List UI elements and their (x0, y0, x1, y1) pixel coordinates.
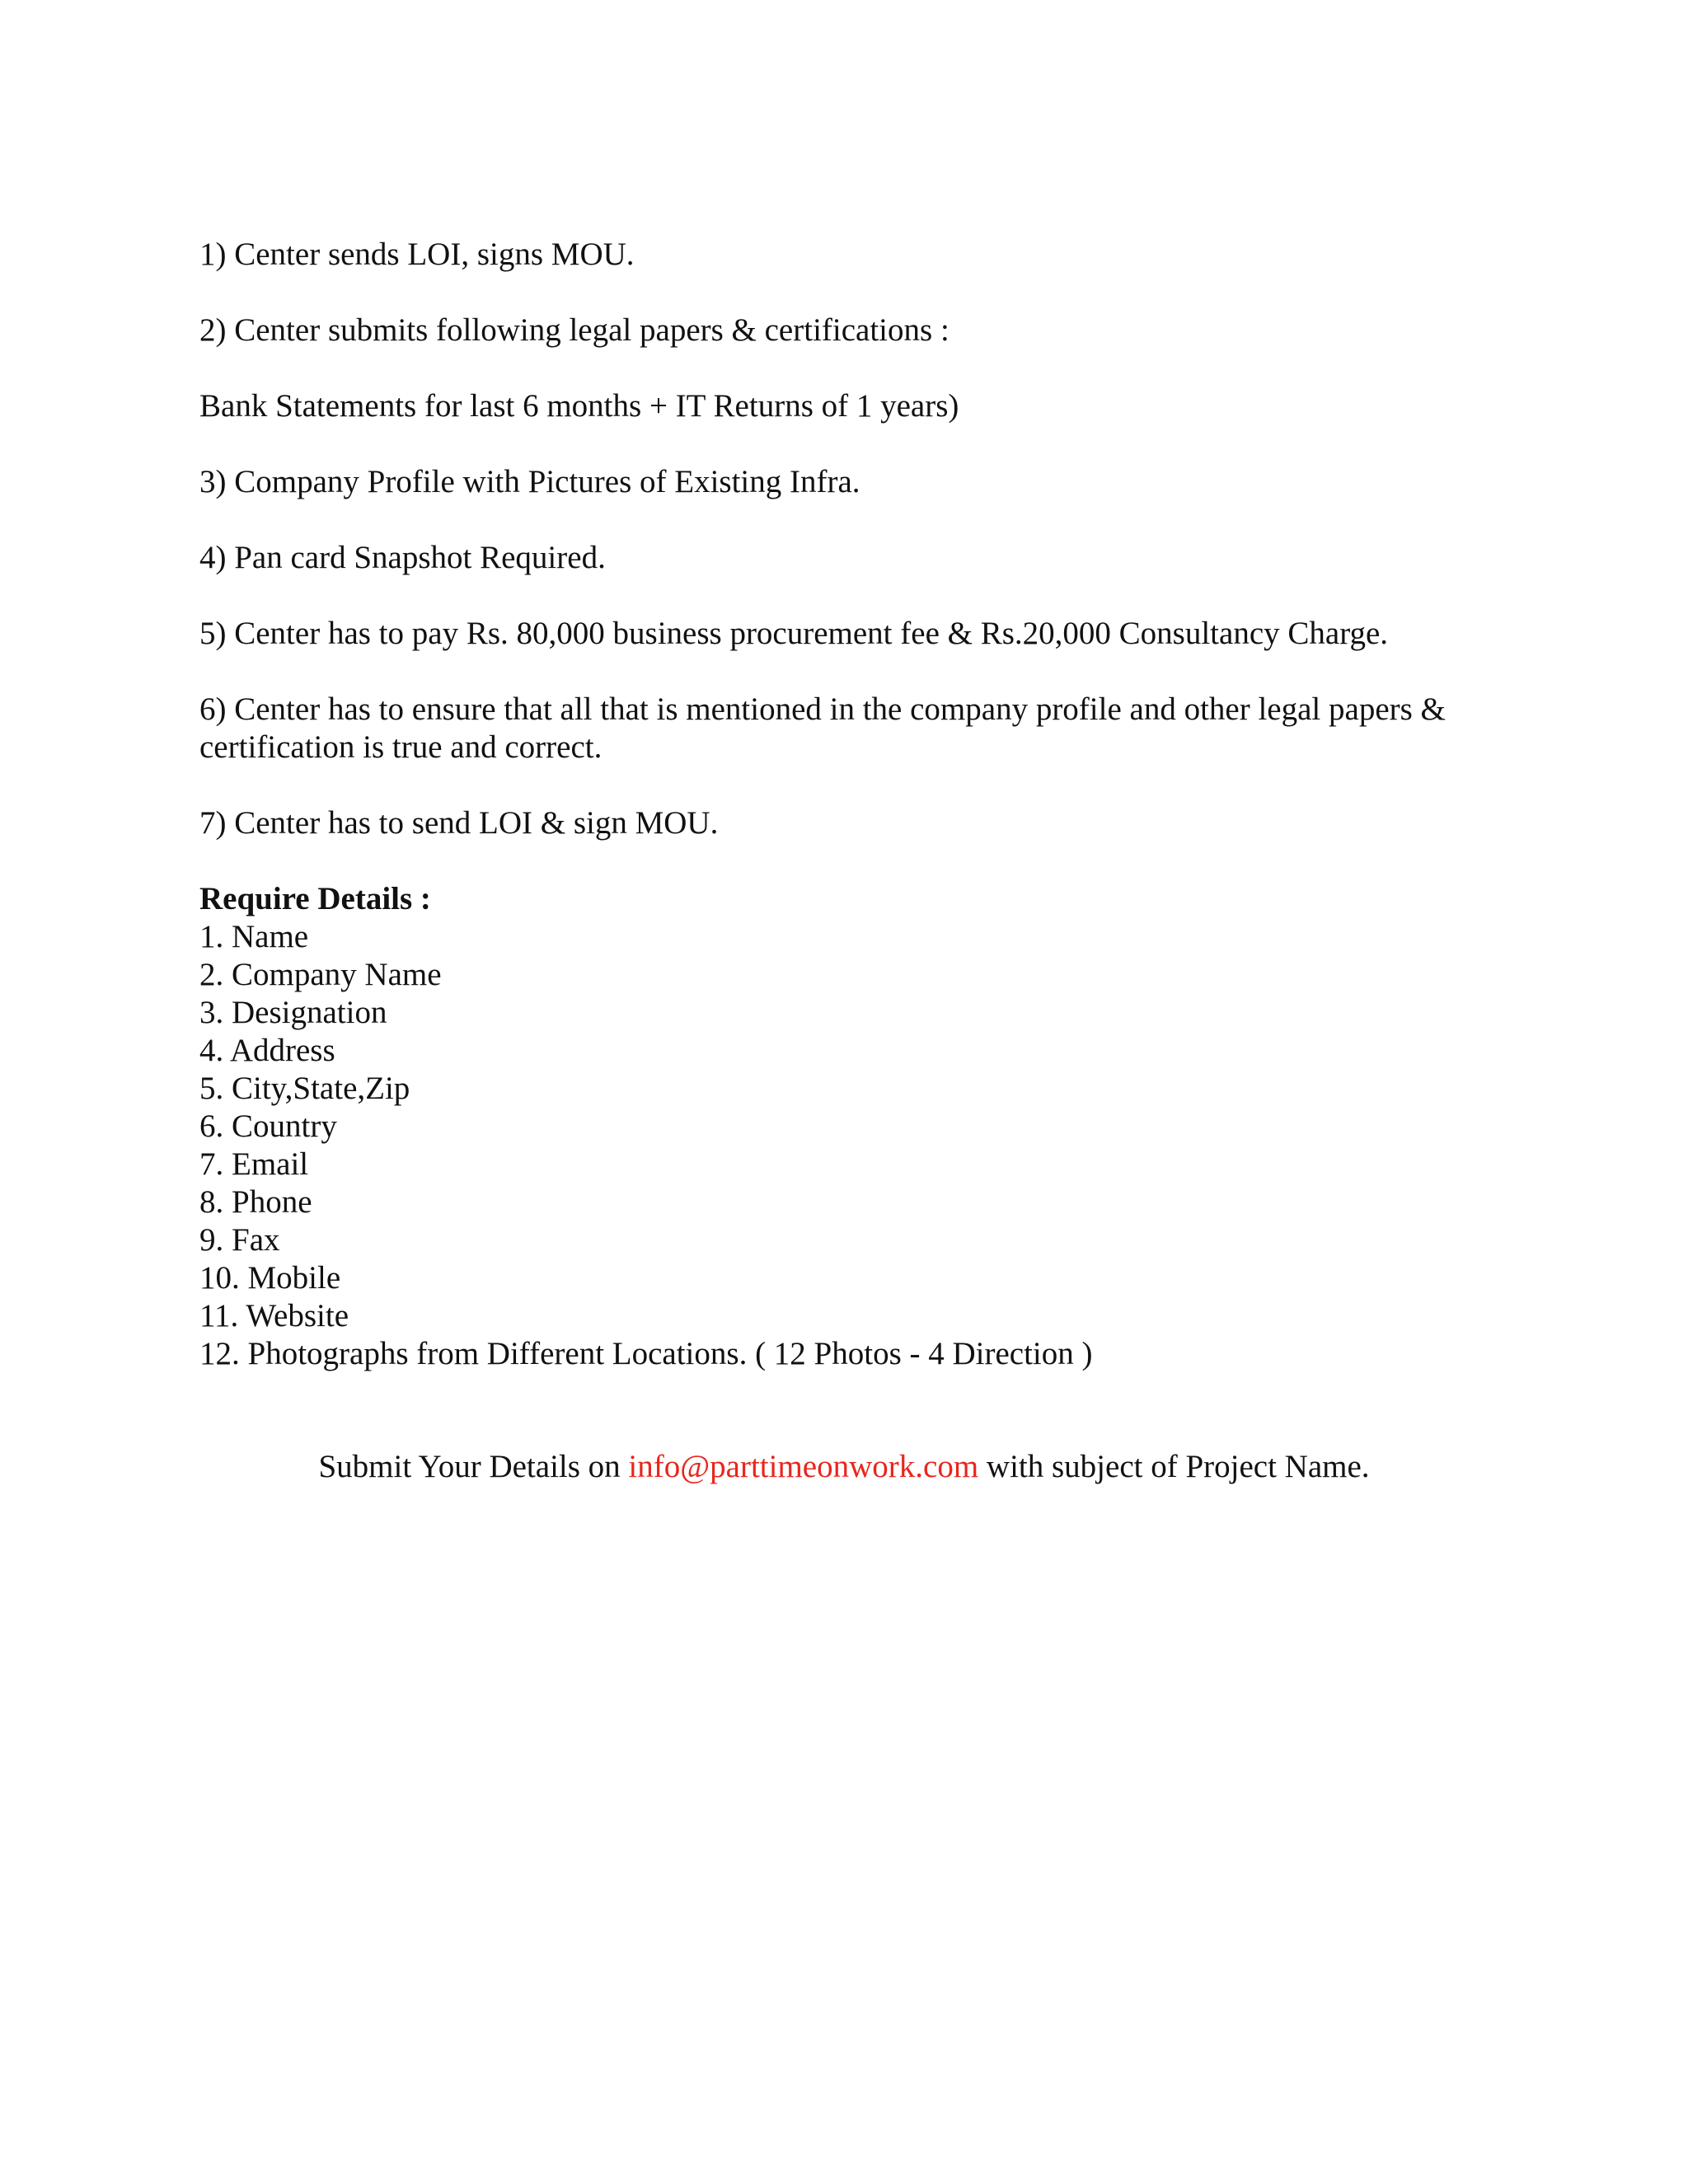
footer-prefix: Submit Your Details on (318, 1449, 621, 1484)
detail-item: 4. Address (199, 1033, 335, 1068)
step-6: 6) Center has to ensure that all that is mentioned in the company profile and other legal papers & certification is true and correct. (199, 691, 1446, 765)
detail-item: 3. Designation (199, 995, 387, 1030)
submit-details-footer (0, 1448, 1688, 1486)
step-4: 4) Pan card Snapshot Required. (199, 540, 606, 575)
step-2: 2) Center submits following legal papers & certifications : (199, 312, 950, 348)
detail-item: 6. Country (199, 1108, 337, 1144)
detail-item: 7. Email (199, 1146, 309, 1182)
detail-item: 2. Company Name (199, 957, 442, 992)
detail-item: 12. Photographs from Different Locations. ( 12 Photos - 4 Direction ) (199, 1336, 1093, 1371)
detail-item: 10. Mobile (199, 1260, 341, 1296)
step-7: 7) Center has to send LOI & sign MOU. (199, 805, 719, 841)
step-3: 3) Company Profile with Pictures of Existing Infra. (199, 464, 860, 499)
detail-item: 9. Fax (199, 1222, 280, 1258)
step-1: 1) Center sends LOI, signs MOU. (199, 237, 635, 272)
detail-item: 11. Website (199, 1298, 349, 1333)
step-2-detail: Bank Statements for last 6 months + IT Returns of 1 years) (199, 388, 959, 424)
step-5: 5) Center has to pay Rs. 80,000 business procurement fee & Rs.20,000 Consultancy Charge. (199, 616, 1389, 651)
require-details-heading: Require Details : (199, 881, 431, 916)
detail-item: 5. City,State,Zip (199, 1071, 410, 1106)
detail-item: 8. Phone (199, 1184, 312, 1220)
footer-suffix: with subject of Project Name. (986, 1449, 1370, 1484)
detail-item: 1. Name (199, 919, 309, 954)
email-link[interactable]: info@parttimeonwork.com (628, 1449, 979, 1484)
